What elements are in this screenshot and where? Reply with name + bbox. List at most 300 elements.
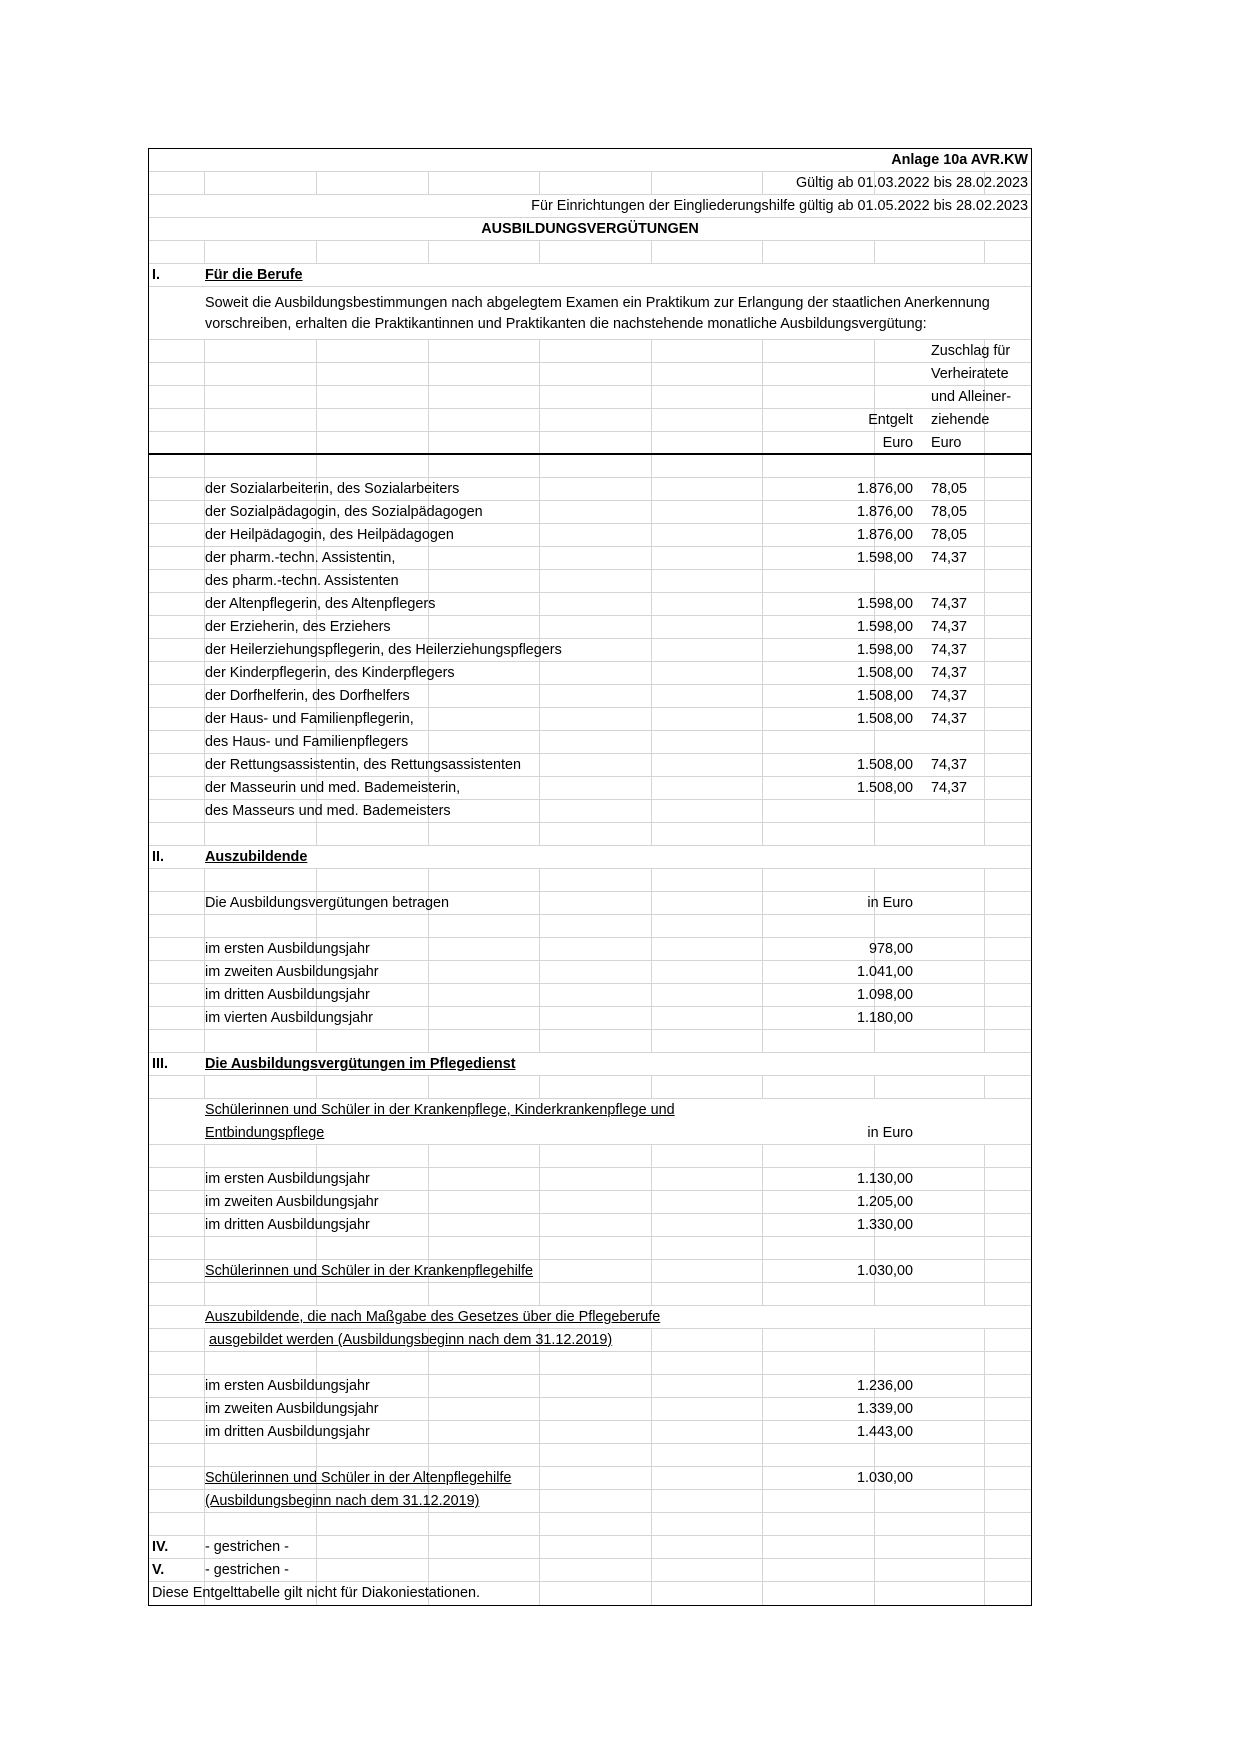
row-zuschlag: 78,05 — [931, 504, 968, 520]
gridline — [874, 1283, 875, 1305]
row-label: der Heilpädagogin, des Heilpädagogen — [205, 527, 454, 543]
gridline — [984, 1145, 985, 1167]
gridline — [762, 639, 763, 661]
row-value: 1.876,00 — [856, 504, 913, 520]
section-number: IV. — [152, 1539, 169, 1555]
gridline — [984, 1260, 985, 1282]
gridline — [762, 409, 763, 431]
gridline — [762, 1214, 763, 1236]
gridline — [874, 340, 875, 362]
gridline — [984, 961, 985, 983]
row-zuschlag: 74,37 — [931, 757, 968, 773]
gridline — [651, 1329, 652, 1351]
gridline — [539, 1076, 540, 1098]
table-row — [149, 639, 1031, 662]
gridline — [984, 1398, 985, 1420]
gridline — [539, 915, 540, 937]
gridline — [316, 1559, 317, 1581]
gridline — [874, 1329, 875, 1351]
table-row — [149, 708, 1031, 731]
gridline — [762, 1145, 763, 1167]
gridline — [428, 1145, 429, 1167]
gridline — [316, 241, 317, 263]
gridline — [204, 432, 205, 453]
gridline — [651, 241, 652, 263]
gridline — [539, 1559, 540, 1581]
spacer-row — [149, 1237, 1031, 1260]
gridline — [428, 172, 429, 194]
group-heading-row — [149, 1122, 1031, 1145]
gridline — [428, 241, 429, 263]
gridline — [539, 340, 540, 362]
gridline — [428, 455, 429, 477]
zuschlag-header: ziehende — [931, 412, 990, 428]
gridline — [539, 869, 540, 891]
gridline — [762, 1536, 763, 1558]
gridline — [204, 823, 205, 845]
gridline — [762, 1444, 763, 1466]
table-row — [149, 593, 1031, 616]
footer-row — [149, 1582, 1031, 1605]
gridline — [984, 1214, 985, 1236]
gridline — [762, 524, 763, 546]
entgelt-header: Entgelt — [868, 412, 913, 428]
gridline — [874, 363, 875, 385]
gridline — [762, 685, 763, 707]
gridline — [651, 570, 652, 592]
gridline — [539, 708, 540, 730]
gridline — [874, 1237, 875, 1259]
row-label: im ersten Ausbildungsjahr — [205, 1378, 370, 1394]
section-intro: Die Ausbildungsvergütungen betragen — [205, 895, 450, 911]
gridline — [539, 1191, 540, 1213]
gridline — [762, 1559, 763, 1581]
gridline — [204, 455, 205, 477]
table-row — [149, 1007, 1031, 1030]
header-row — [149, 149, 1031, 172]
gridline — [874, 455, 875, 477]
spacer-row — [149, 1030, 1031, 1053]
gridline — [428, 731, 429, 753]
gridline — [874, 1076, 875, 1098]
gridline — [762, 1007, 763, 1029]
gridline — [204, 1352, 205, 1374]
gridline — [651, 938, 652, 960]
row-value: 1.598,00 — [856, 550, 913, 566]
section-text: - gestrichen - — [205, 1562, 289, 1578]
gridline — [428, 685, 429, 707]
gridline — [651, 823, 652, 845]
gridline — [428, 1168, 429, 1190]
row-label: der Masseurin und med. Bademeisterin, — [205, 780, 461, 796]
gridline — [539, 241, 540, 263]
gridline — [984, 1030, 985, 1052]
header-row — [149, 172, 1031, 195]
gridline — [428, 1030, 429, 1052]
gridline — [539, 1582, 540, 1605]
gridline — [651, 1398, 652, 1420]
gridline — [762, 1260, 763, 1282]
gridline — [428, 1444, 429, 1466]
zuschlag-unit: Euro — [931, 435, 962, 451]
row-value: 1.030,00 — [856, 1470, 913, 1486]
gridline — [204, 386, 205, 408]
gridline — [651, 800, 652, 822]
table-row — [149, 777, 1031, 800]
row-zuschlag: 74,37 — [931, 688, 968, 704]
gridline — [539, 1536, 540, 1558]
table-row — [149, 961, 1031, 984]
gridline — [204, 409, 205, 431]
gridline — [539, 363, 540, 385]
gridline — [762, 455, 763, 477]
gridline — [539, 1214, 540, 1236]
gridline — [874, 1513, 875, 1535]
gridline — [762, 754, 763, 776]
gridline — [651, 501, 652, 523]
gridline — [984, 938, 985, 960]
gridline — [539, 570, 540, 592]
gridline — [428, 1352, 429, 1374]
group-heading: Schülerinnen und Schüler in der Krankenpflege, Kinderkrankenpflege und — [205, 1102, 675, 1118]
gridline — [651, 409, 652, 431]
gridline — [428, 938, 429, 960]
row-value: 1.236,00 — [856, 1378, 913, 1394]
table-row — [149, 1375, 1031, 1398]
gridline — [762, 777, 763, 799]
table-row — [149, 800, 1031, 823]
eingliederung-validity-text: Für Einrichtungen der Eingliederungshilfe gültig ab 01.05.2022 bis 28.02.2023 — [531, 198, 1028, 214]
row-value: 1.508,00 — [856, 665, 913, 681]
row-value: 1.876,00 — [856, 481, 913, 497]
row-label: im zweiten Ausbildungsjahr — [205, 1194, 379, 1210]
gridline — [651, 869, 652, 891]
section-number: I. — [152, 267, 160, 283]
row-zuschlag — [928, 570, 1035, 592]
gridline — [762, 1398, 763, 1420]
row-value: 1.508,00 — [856, 780, 913, 796]
gridline — [651, 386, 652, 408]
gridline — [651, 662, 652, 684]
section-intro: Soweit die Ausbildungsbestimmungen nach abgelegtem Examen ein Praktikum zur Erlangung der staatlichen Anerkennung vorschreiben, erhalten die Praktikantinnen und Praktikanten die nachstehende monatliche Ausbildungsvergütung: — [149, 287, 1031, 340]
gridline — [651, 915, 652, 937]
table-row — [149, 547, 1031, 570]
table-row — [149, 1490, 1031, 1513]
page-title: AUSBILDUNGSVERGÜTUNGEN — [481, 221, 699, 237]
row-zuschlag — [928, 731, 1035, 753]
gridline — [316, 172, 317, 194]
gridline — [204, 363, 205, 385]
gridline — [316, 1352, 317, 1374]
gridline — [984, 1582, 985, 1605]
intro-row — [149, 892, 1031, 915]
gridline — [539, 754, 540, 776]
gridline — [651, 1421, 652, 1443]
gridline — [762, 823, 763, 845]
gridline — [428, 984, 429, 1006]
gridline — [762, 1030, 763, 1052]
gridline — [204, 241, 205, 263]
gridline — [984, 1467, 985, 1489]
gridline — [651, 1490, 652, 1512]
gridline — [762, 662, 763, 684]
gridline — [984, 1513, 985, 1535]
gridline — [762, 340, 763, 362]
gridline — [984, 1007, 985, 1029]
gridline — [428, 1007, 429, 1029]
row-value — [799, 731, 913, 753]
gridline — [651, 593, 652, 615]
gridline — [651, 639, 652, 661]
gridline — [762, 708, 763, 730]
gridline — [651, 172, 652, 194]
column-header-row — [149, 363, 1031, 386]
row-zuschlag: 74,37 — [931, 665, 968, 681]
gridline — [984, 1375, 985, 1397]
gridline — [204, 340, 205, 362]
gridline — [539, 478, 540, 500]
gridline — [428, 432, 429, 453]
row-label: der pharm.-techn. Assistentin, — [205, 550, 396, 566]
gridline — [428, 1283, 429, 1305]
gridline — [428, 363, 429, 385]
gridline — [204, 1513, 205, 1535]
gridline — [874, 386, 875, 408]
gridline — [428, 1214, 429, 1236]
gridline — [984, 1490, 985, 1512]
gridline — [762, 1582, 763, 1605]
gridline — [204, 1237, 205, 1259]
spacer-row — [149, 241, 1031, 264]
zuschlag-header: und Alleiner- — [931, 389, 1011, 405]
validity-text: Gültig ab 01.03.2022 bis 28.02.2023 — [795, 175, 1028, 191]
section-number: III. — [152, 1056, 168, 1072]
gridline — [651, 1030, 652, 1052]
row-zuschlag — [928, 800, 1035, 822]
section-title: Für die Berufe — [205, 267, 303, 283]
gridline — [316, 1237, 317, 1259]
gridline — [539, 1467, 540, 1489]
row-label: der Kinderpflegerin, des Kinderpflegers — [205, 665, 455, 681]
gridline — [651, 1283, 652, 1305]
gridline — [539, 800, 540, 822]
row-value: 1.443,00 — [856, 1424, 913, 1440]
table-row — [149, 1398, 1031, 1421]
gridline — [539, 823, 540, 845]
gridline — [651, 1444, 652, 1466]
spacer-row — [149, 1513, 1031, 1536]
group-heading-row — [149, 1099, 1031, 1122]
gridline — [762, 241, 763, 263]
gridline — [539, 1513, 540, 1535]
row-label: der Erzieherin, des Erziehers — [205, 619, 391, 635]
row-label: im zweiten Ausbildungsjahr — [205, 1401, 379, 1417]
column-header-row — [149, 340, 1031, 363]
gridline — [651, 1467, 652, 1489]
row-zuschlag: 78,05 — [931, 527, 968, 543]
row-label: der Rettungsassistentin, des Rettungsassistenten — [205, 757, 521, 773]
row-value: 1.508,00 — [856, 757, 913, 773]
gridline — [539, 685, 540, 707]
gridline — [984, 1444, 985, 1466]
gridline — [428, 409, 429, 431]
gridline — [651, 616, 652, 638]
gridline — [651, 1582, 652, 1605]
gridline — [762, 1352, 763, 1374]
row-label: im dritten Ausbildungsjahr — [205, 1217, 370, 1233]
gridline — [539, 1007, 540, 1029]
gridline — [651, 478, 652, 500]
gridline — [204, 869, 205, 891]
gridline — [316, 1030, 317, 1052]
spacer-row — [149, 823, 1031, 846]
row-label: der Sozialpädagogin, des Sozialpädagogen — [205, 504, 483, 520]
gridline — [762, 547, 763, 569]
gridline — [428, 1513, 429, 1535]
row-value: 1.098,00 — [856, 987, 913, 1003]
gridline — [204, 1283, 205, 1305]
gridline — [762, 1467, 763, 1489]
gridline — [539, 616, 540, 638]
group-heading: Auszubildende, die nach Maßgabe des Gesetzes über die Pflegeberufe — [205, 1309, 661, 1325]
column-header-row — [149, 386, 1031, 409]
table-row — [149, 1191, 1031, 1214]
gridline — [874, 869, 875, 891]
gridline — [762, 386, 763, 408]
gridline — [539, 662, 540, 684]
gridline — [428, 1559, 429, 1581]
gridline — [539, 961, 540, 983]
table-row — [149, 1260, 1031, 1283]
group-heading-row — [149, 1306, 1031, 1329]
table-row — [149, 616, 1031, 639]
gridline — [428, 823, 429, 845]
gridline — [428, 1237, 429, 1259]
gridline — [539, 1237, 540, 1259]
gridline — [984, 455, 985, 477]
gridline — [316, 386, 317, 408]
gridline — [762, 501, 763, 523]
gridline — [762, 1490, 763, 1512]
gridline — [204, 1030, 205, 1052]
row-label: der Dorfhelferin, des Dorfhelfers — [205, 688, 410, 704]
gridline — [651, 708, 652, 730]
gridline — [204, 1145, 205, 1167]
gridline — [539, 1352, 540, 1374]
gridline — [874, 1145, 875, 1167]
gridline — [539, 409, 540, 431]
gridline — [204, 1076, 205, 1098]
row-value — [799, 570, 913, 592]
gridline — [316, 1283, 317, 1305]
gridline — [762, 915, 763, 937]
gridline — [539, 1145, 540, 1167]
gridline — [316, 340, 317, 362]
table-row — [149, 984, 1031, 1007]
spacer-row — [149, 1145, 1031, 1168]
spacer-row — [149, 455, 1031, 478]
gridline — [539, 1375, 540, 1397]
gridline — [762, 172, 763, 194]
gridline — [762, 938, 763, 960]
gridline — [651, 731, 652, 753]
table-row — [149, 662, 1031, 685]
section-heading — [149, 1053, 1031, 1076]
gridline — [651, 432, 652, 453]
gridline — [762, 1421, 763, 1443]
gridline — [874, 1559, 875, 1581]
gridline — [762, 800, 763, 822]
row-label: der Haus- und Familienpflegerin, — [205, 711, 414, 727]
gridline — [984, 1076, 985, 1098]
table-row — [149, 524, 1031, 547]
row-label: Schülerinnen und Schüler in der Krankenpflegehilfe — [205, 1263, 534, 1279]
row-zuschlag: 74,37 — [931, 780, 968, 796]
section-number: V. — [152, 1562, 165, 1578]
row-zuschlag: 78,05 — [931, 481, 968, 497]
gridline — [984, 1191, 985, 1213]
gridline — [651, 1007, 652, 1029]
zuschlag-header: Zuschlag für — [931, 343, 1011, 359]
spacer-row — [149, 1444, 1031, 1467]
gridline — [651, 777, 652, 799]
gridline — [539, 984, 540, 1006]
gridline — [428, 340, 429, 362]
gridline — [316, 1145, 317, 1167]
row-zuschlag: 74,37 — [931, 619, 968, 635]
row-value: 1.180,00 — [856, 1010, 913, 1026]
table-row — [149, 938, 1031, 961]
gridline — [762, 892, 763, 914]
gridline — [539, 731, 540, 753]
gridline — [539, 593, 540, 615]
gridline — [539, 455, 540, 477]
gridline — [539, 777, 540, 799]
row-value: 1.041,00 — [856, 964, 913, 980]
gridline — [651, 524, 652, 546]
section-number: II. — [152, 849, 164, 865]
gridline — [762, 961, 763, 983]
section-heading — [149, 264, 1031, 287]
gridline — [316, 915, 317, 937]
gridline — [984, 823, 985, 845]
gridline — [762, 1513, 763, 1535]
gridline — [316, 363, 317, 385]
gridline — [762, 984, 763, 1006]
group-heading-row — [149, 1329, 1031, 1352]
gridline — [539, 524, 540, 546]
table-row — [149, 685, 1031, 708]
gridline — [428, 1536, 429, 1558]
row-value: 1.508,00 — [856, 688, 913, 704]
table-row — [149, 501, 1031, 524]
gridline — [874, 1490, 875, 1512]
row-label: der Altenpflegerin, des Altenpflegers — [205, 596, 436, 612]
gridline — [651, 1559, 652, 1581]
gridline — [651, 1513, 652, 1535]
gridline — [762, 432, 763, 453]
gridline — [316, 869, 317, 891]
row-note: (Ausbildungsbeginn nach dem 31.12.2019) — [205, 1493, 480, 1509]
gridline — [762, 1375, 763, 1397]
unit-label: in Euro — [867, 1125, 913, 1141]
gridline — [428, 1375, 429, 1397]
gridline — [316, 432, 317, 453]
gridline — [651, 984, 652, 1006]
gridline — [651, 1076, 652, 1098]
row-label: Schülerinnen und Schüler in der Altenpflegehilfe — [205, 1470, 512, 1486]
gridline — [539, 1283, 540, 1305]
